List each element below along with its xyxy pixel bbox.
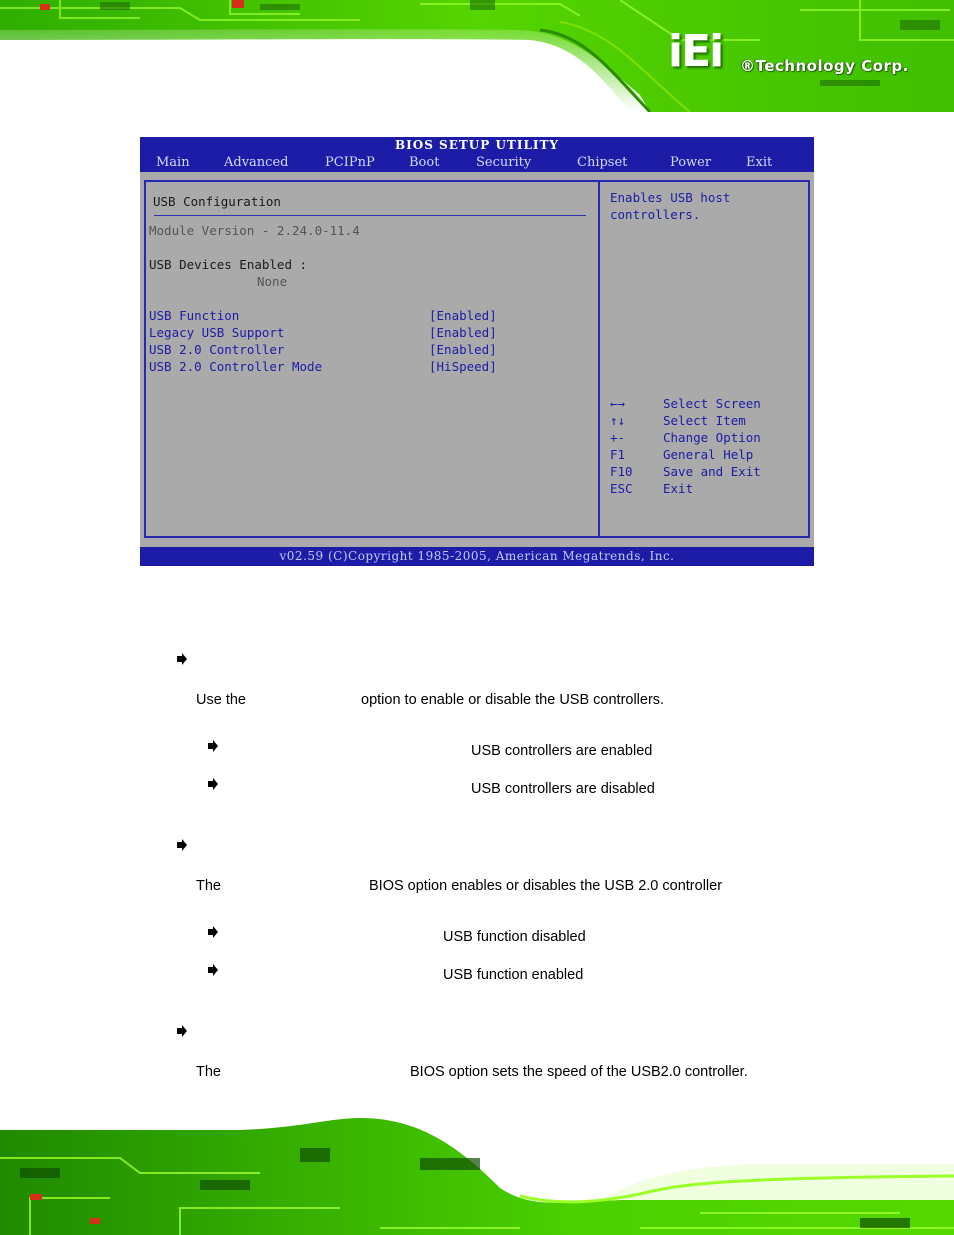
menu-chipset[interactable]: Chipset [577, 155, 628, 170]
usb-function-option-disabled: USB controllers are disabled [471, 781, 655, 797]
usb20-mode-intro-b: BIOS option sets the speed of the USB2.0 controller. [410, 1064, 748, 1080]
option-usb-function-value[interactable]: [Enabled] [429, 308, 497, 323]
bullet-arrow-icon [207, 778, 219, 790]
bios-settings-panel [144, 180, 600, 538]
option-usb20-controller-label[interactable]: USB 2.0 Controller [149, 342, 285, 357]
bullet-arrow-icon [176, 653, 188, 665]
bios-help-panel [598, 180, 810, 538]
key-general-help: F1 [610, 447, 626, 462]
option-legacy-usb-value[interactable]: [Enabled] [429, 325, 497, 340]
bullet-arrow-icon [207, 964, 219, 976]
menu-boot[interactable]: Boot [409, 155, 440, 170]
option-usb20-mode-value[interactable]: [HiSpeed] [429, 359, 497, 374]
key-select-item: ↑↓ [610, 413, 626, 428]
key-exit-action: Exit [663, 481, 694, 496]
bios-menu-bar [140, 154, 814, 172]
key-save-exit: F10 [610, 464, 633, 479]
help-text-line2: controllers. [610, 207, 701, 222]
menu-power[interactable]: Power [670, 155, 712, 170]
section-divider [154, 215, 586, 216]
key-save-exit-action: Save and Exit [663, 464, 761, 479]
section-title: USB Configuration [153, 194, 281, 209]
usb20-intro-b: BIOS option enables or disables the USB 2.0 controller [369, 878, 723, 894]
option-usb-function-label[interactable]: USB Function [149, 308, 240, 323]
usb-function-intro-a: Use the [196, 692, 246, 708]
usb20-intro-a: The [196, 878, 221, 894]
usb20-mode-intro-a: The [196, 1064, 221, 1080]
option-usb20-controller-value[interactable]: [Enabled] [429, 342, 497, 357]
usb20-option-enabled: USB function enabled [443, 967, 584, 983]
menu-pcipnp[interactable]: PCIPnP [325, 155, 375, 170]
key-change-option-action: Change Option [663, 430, 761, 445]
menu-main[interactable]: Main [156, 155, 190, 170]
help-text-line1: Enables USB host [610, 190, 731, 205]
key-exit: ESC [610, 481, 633, 496]
brand-name: ®Technology Corp. [740, 57, 909, 75]
option-legacy-usb-label[interactable]: Legacy USB Support [149, 325, 285, 340]
key-select-item-action: Select Item [663, 413, 746, 428]
usb-devices-label: USB Devices Enabled : [149, 257, 308, 272]
key-general-help-action: General Help [663, 447, 754, 462]
bullet-arrow-icon [207, 740, 219, 752]
bios-title: BIOS SETUP UTILITY [394, 138, 559, 152]
menu-security[interactable]: Security [476, 155, 532, 170]
option-usb20-mode-label[interactable]: USB 2.0 Controller Mode [149, 359, 323, 374]
key-change-option: +- [610, 430, 626, 445]
key-select-screen-action: Select Screen [663, 396, 761, 411]
usb-function-intro-b: option to enable or disable the USB controllers. [361, 692, 665, 708]
usb20-option-disabled: USB function disabled [443, 929, 586, 945]
bios-copyright: v02.59 (C)Copyright 1985-2005, American Megatrends, Inc. [279, 549, 675, 563]
header-circuit-banner [0, 0, 954, 112]
iei-logo: iEi [668, 26, 723, 77]
module-version: Module Version - 2.24.0-11.4 [149, 223, 360, 238]
menu-advanced[interactable]: Advanced [224, 155, 289, 170]
bios-status-bar [140, 547, 814, 566]
bios-screenshot [140, 137, 814, 566]
usb-devices-value: None [257, 274, 288, 289]
usb-function-option-enabled: USB controllers are enabled [471, 743, 653, 759]
bios-title-bar [140, 137, 814, 154]
key-select-screen: ←→ [610, 396, 626, 411]
bullet-arrow-icon [176, 839, 188, 851]
footer-circuit-banner [0, 1118, 954, 1235]
menu-exit[interactable]: Exit [746, 155, 773, 170]
bullet-arrow-icon [176, 1025, 188, 1037]
bullet-arrow-icon [207, 926, 219, 938]
